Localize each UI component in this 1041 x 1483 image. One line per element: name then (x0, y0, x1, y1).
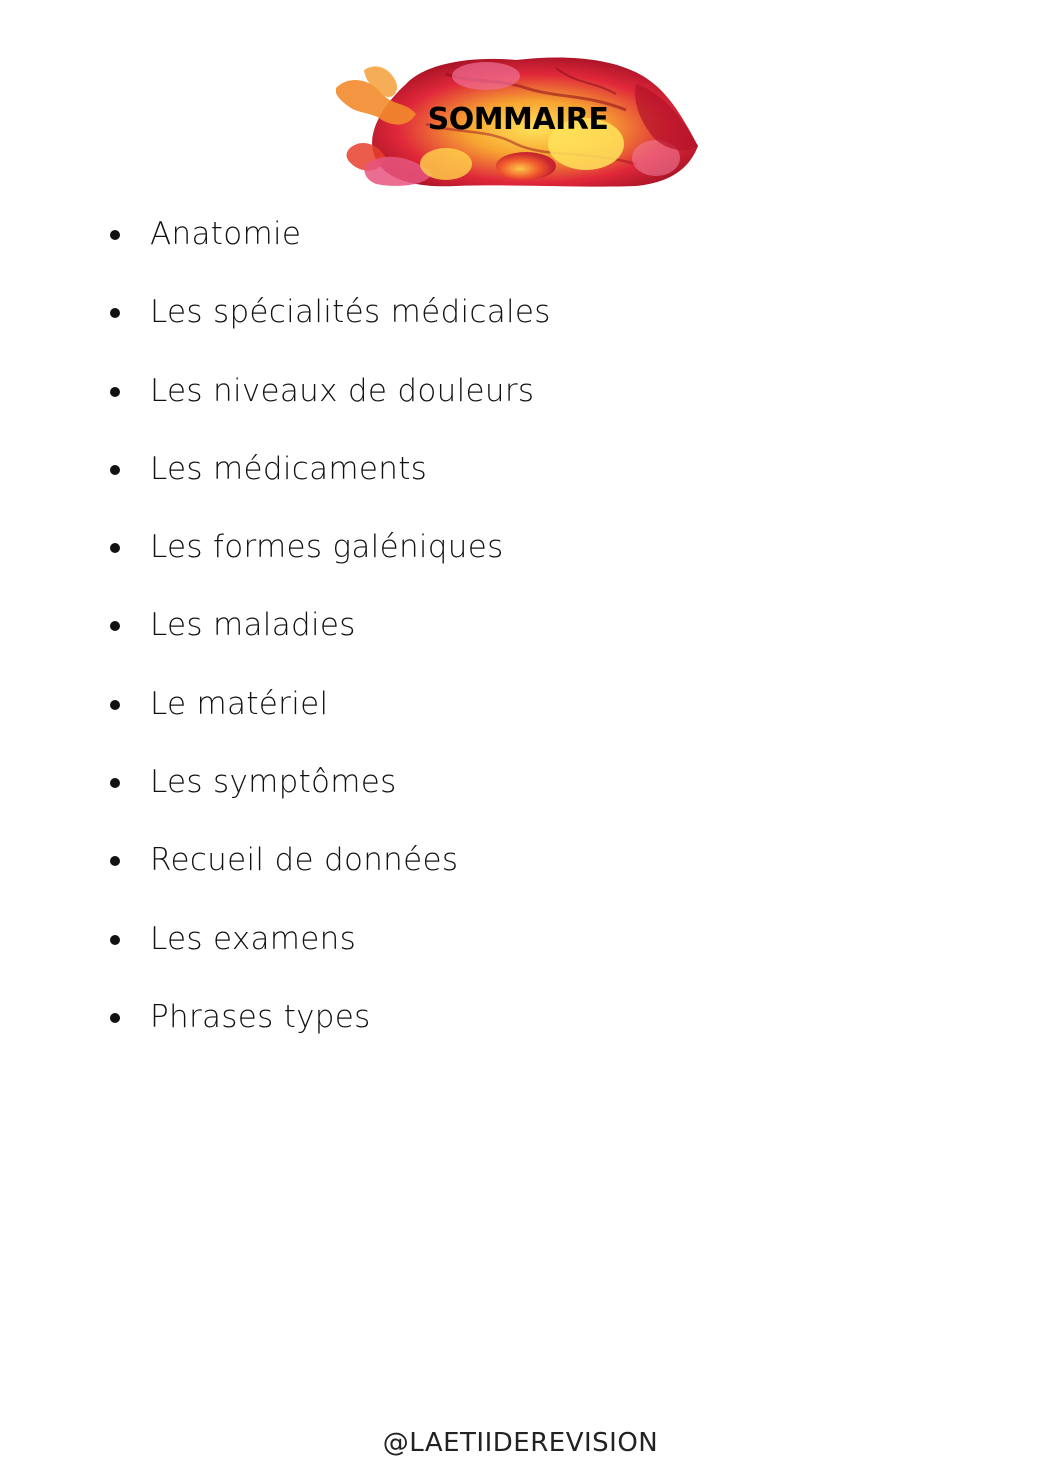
page-title: SOMMAIRE (427, 102, 609, 137)
toc-item-label: Les spécialités médicales (150, 294, 551, 331)
toc-item-label: Les médicaments (150, 450, 428, 487)
toc-item-label: Les symptômes (150, 764, 397, 801)
bullet-icon (110, 700, 120, 710)
bullet-icon (110, 856, 120, 866)
toc-item-label: Phrases types (150, 998, 371, 1035)
bullet-icon (110, 1013, 120, 1023)
title-banner (336, 54, 700, 188)
toc-item-label: Les formes galéniques (150, 529, 504, 566)
list-item (110, 447, 551, 525)
toc-item-label: Anatomie (150, 216, 302, 252)
list-item (110, 525, 551, 603)
list-item (110, 369, 551, 447)
list-item (110, 290, 551, 368)
bullet-icon (110, 308, 120, 318)
bullet-icon (110, 387, 120, 397)
bullet-icon (110, 543, 120, 553)
list-item (110, 682, 551, 760)
table-of-contents (110, 212, 551, 1073)
list-item (110, 995, 551, 1073)
list-item (110, 603, 551, 681)
footer-handle: @LAETIIDEREVISION (382, 1428, 659, 1458)
toc-item-label: Recueil de données (150, 842, 459, 879)
bullet-icon (110, 230, 120, 240)
toc-item-label: Les niveaux de douleurs (150, 372, 535, 409)
bullet-icon (110, 935, 120, 945)
bullet-icon (110, 465, 120, 475)
list-item (110, 212, 551, 290)
toc-item-label: Les examens (150, 920, 357, 957)
bullet-icon (110, 621, 120, 631)
list-item (110, 917, 551, 995)
list-item (110, 838, 551, 916)
bullet-icon (110, 778, 120, 788)
toc-item-label: Le matériel (150, 685, 329, 722)
toc-item-label: Les maladies (150, 607, 356, 644)
list-item (110, 760, 551, 838)
